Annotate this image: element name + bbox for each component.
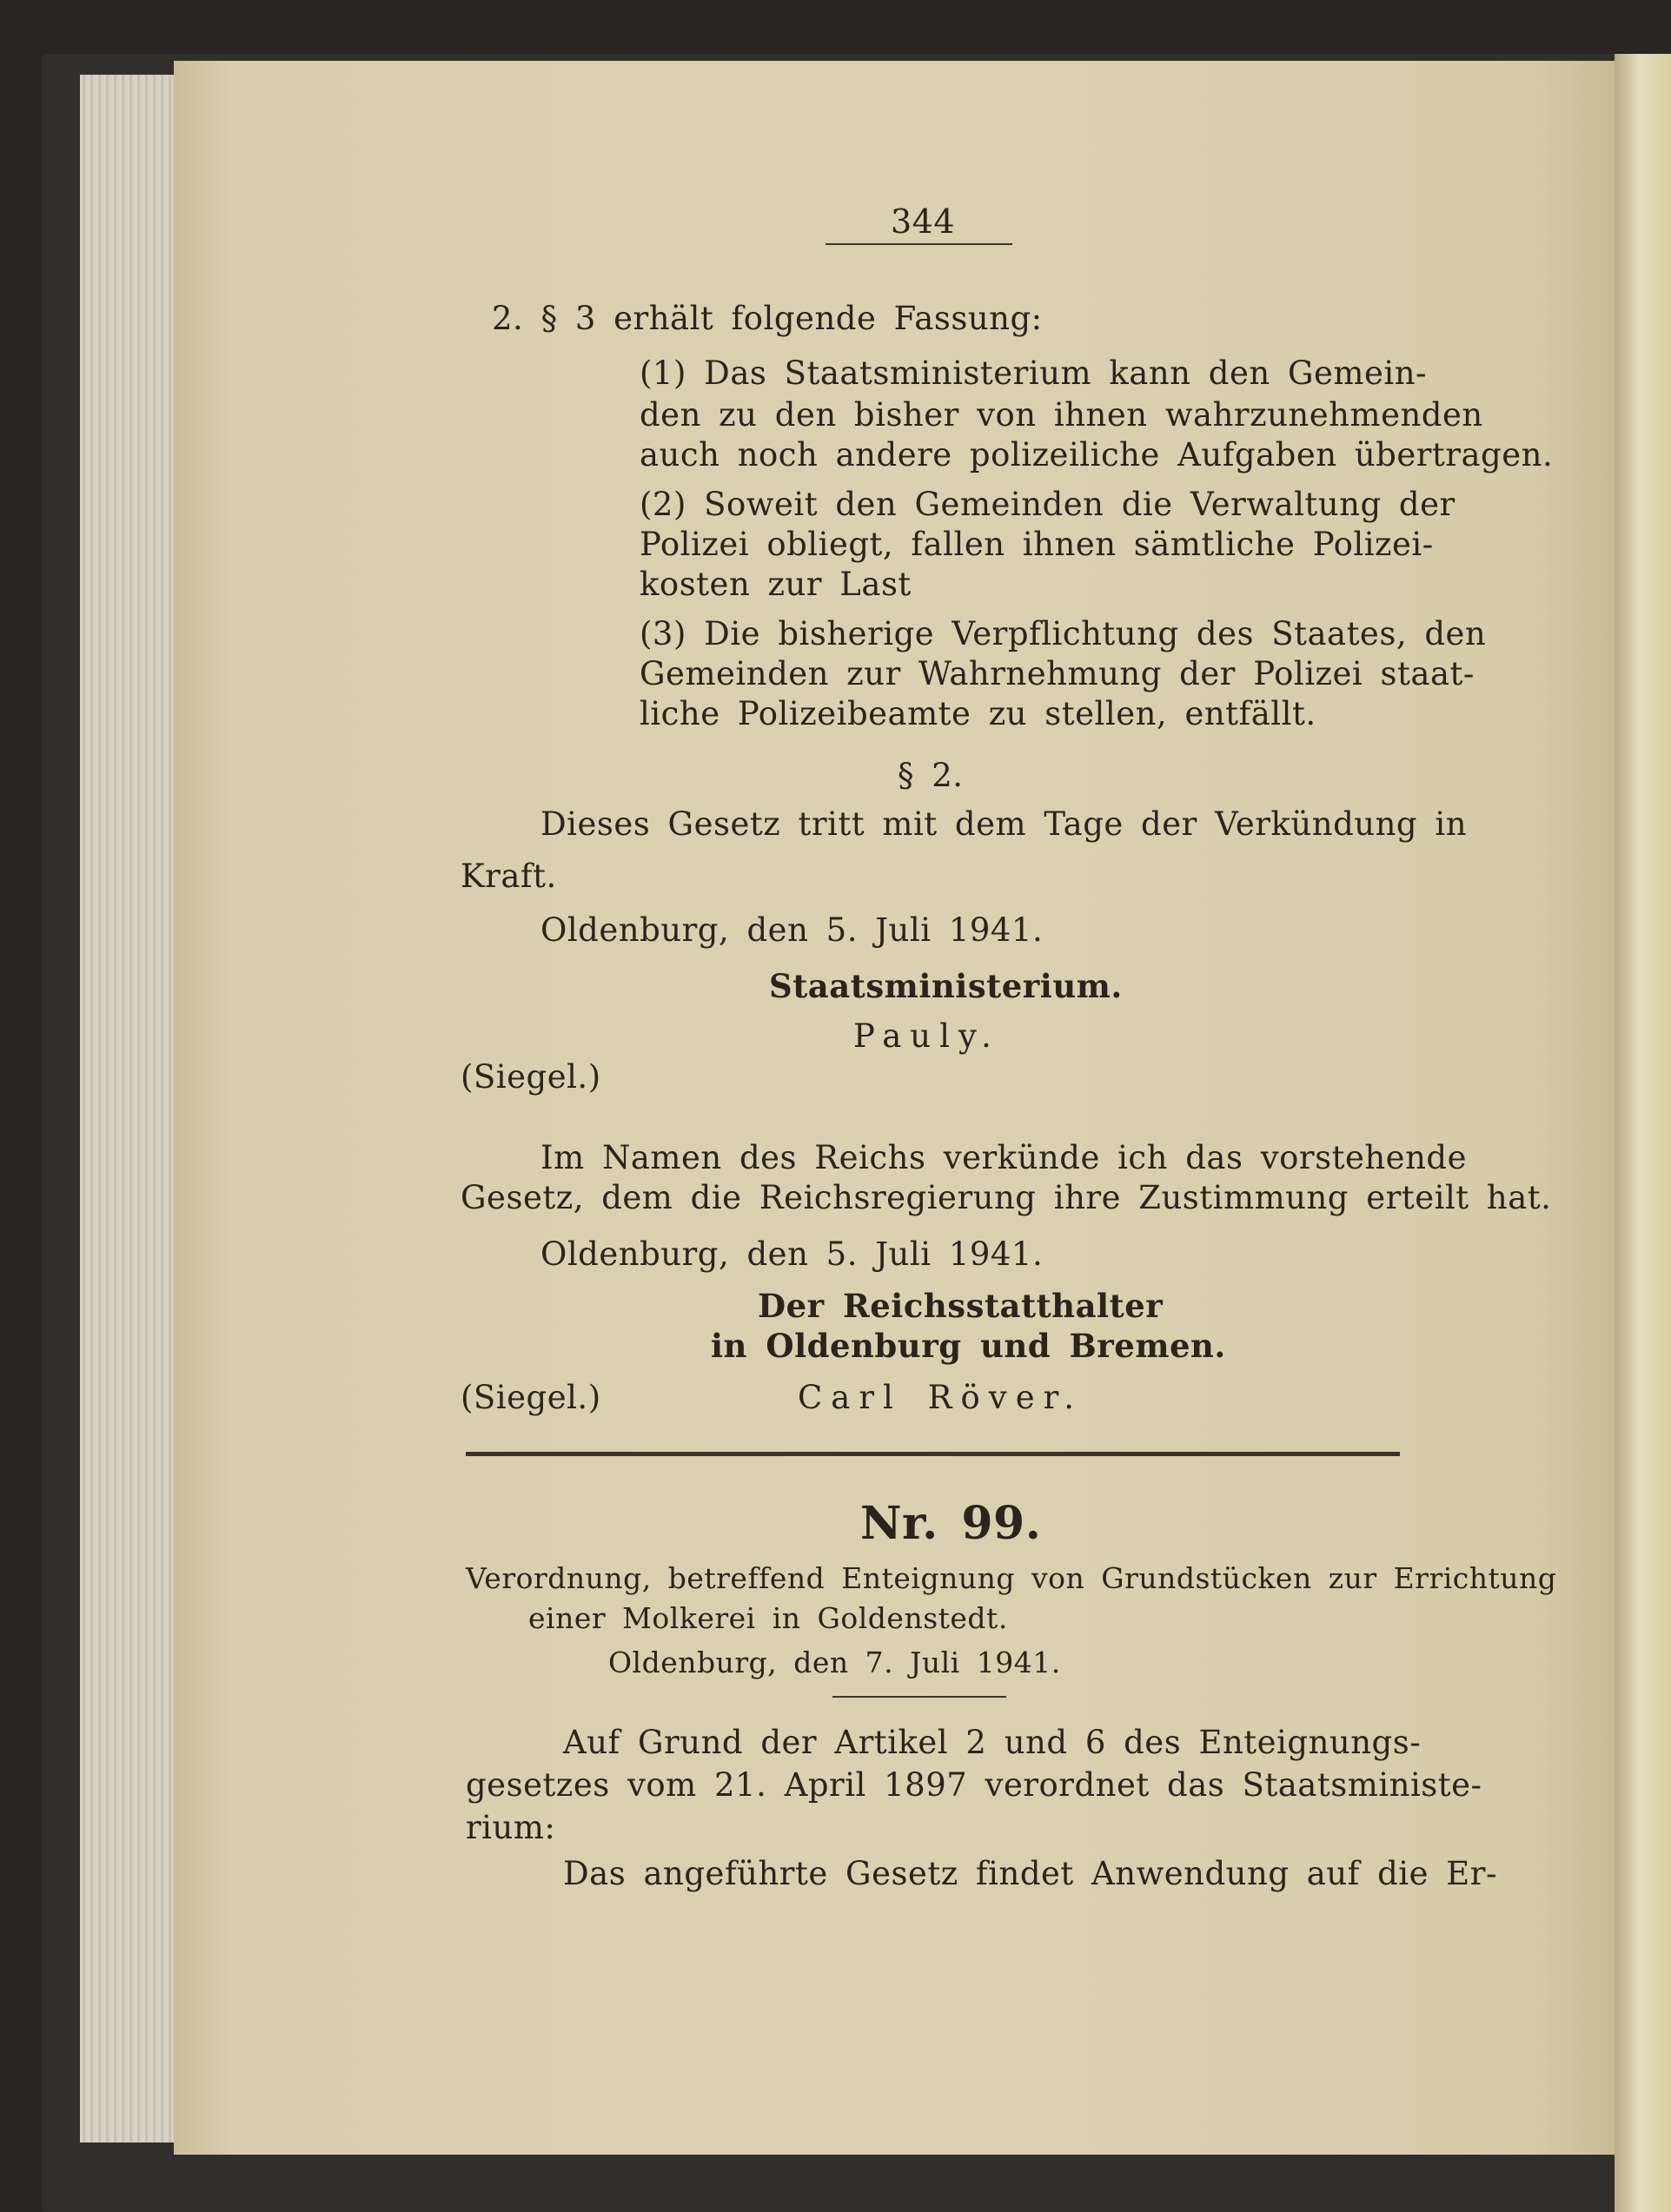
entry-title-line1: Verordnung, betreffend Enteignung von Grundstücken zur Errichtung [466,1561,1557,1595]
reichsstatthalter-title-1: Der Reichsstatthalter [758,1287,1164,1325]
entry-body-line2: gesetzes vom 21. April 1897 verordnet das Staatsministe- [466,1766,1482,1804]
seal-label: (Siegel.) [461,1058,601,1096]
entry-date: Oldenburg, den 7. Juli 1941. [608,1646,1061,1679]
para3-line1: (3) Die bisherige Verpflichtung des Staates, den [640,615,1487,652]
section2-text-line1: Dieses Gesetz tritt mit dem Tage der Verkündung in [540,805,1468,843]
entry-number: Nr. 99. [860,1497,1042,1550]
entry-body-line1: Auf Grund der Artikel 2 und 6 des Enteignungs- [563,1724,1422,1761]
section-separator [466,1452,1400,1456]
entry-body-line4: Das angeführte Gesetz findet Anwendung auf die Er- [563,1855,1497,1892]
amendment-intro: 2. § 3 erhält folgende Fassung: [492,300,1043,337]
para3-line2: Gemeinden zur Wahrnehmung der Polizei staat- [640,655,1475,692]
promulgation-seal-label: (Siegel.) [461,1379,601,1416]
reichsstatthalter-name: Carl Röver. [798,1379,1083,1416]
section-heading: § 2. [898,757,964,794]
signatory-name: Pauly. [853,1017,1000,1055]
entry-body-line3: rium: [466,1809,556,1846]
promulgation-place-date: Oldenburg, den 5. Juli 1941. [540,1235,1044,1273]
para3-line3: liche Polizeibeamte zu stellen, entfällt. [640,695,1316,732]
entry-title-line2: einer Molkerei in Goldenstedt. [528,1601,1008,1635]
para2-line1: (2) Soweit den Gemeinden die Verwaltung der [640,486,1455,523]
para1-line3: auch noch andere polizeiliche Aufgaben übertragen. [640,436,1554,474]
promulgation-line1: Im Namen des Reichs verkünde ich das vorstehende [540,1139,1467,1176]
para1-line1: (1) Das Staatsministerium kann den Gemein- [640,354,1428,392]
para1-line2: den zu den bisher von ihnen wahrzunehmenden [640,396,1483,434]
section2-place-date: Oldenburg, den 5. Juli 1941. [540,911,1044,949]
para2-line2: Polizei obliegt, fallen ihnen sämtliche Polizei- [640,526,1434,563]
section2-text-line2: Kraft. [461,858,557,895]
para2-line3: kosten zur Last [640,566,912,603]
signatory-body: Staatsministerium. [769,967,1123,1005]
page-number: 344 [891,202,956,241]
entry-date-rule [832,1696,1006,1698]
page-number-rule [826,243,1012,245]
promulgation-line2: Gesetz, dem die Reichsregierung ihre Zustimmung erteilt hat. [461,1179,1552,1216]
reichsstatthalter-title-2: in Oldenburg und Bremen. [711,1327,1226,1365]
